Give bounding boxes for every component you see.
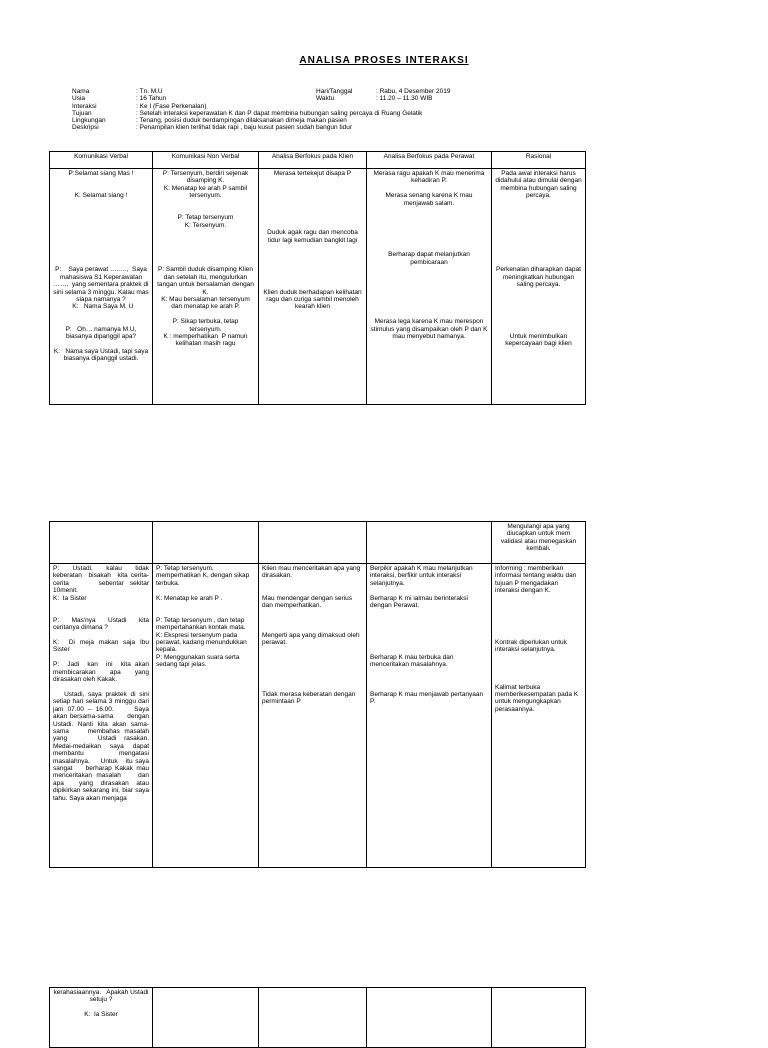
- meta-key: Tujuan: [72, 109, 92, 117]
- table-row: [50, 522, 586, 564]
- table-header-row: [50, 152, 586, 169]
- cell-analisa-perawat: Merasa ragu apakah K mau menerima kehadiran P. Merasa senang karena K mau menjawab salam. Berharap dapat melanjutkan pembicaraan Merasa lega karena K mau merespon stimulus yang disampaikan oleh P dan K mau menyebut namanya.: [367, 169, 492, 405]
- meta-value: : Tn. M.U: [136, 88, 163, 95]
- cell-rasional: [492, 988, 586, 1048]
- cell-verbal: kerahasiaannya. Apakah Ustadi setuju ? K: Ia Sister: [50, 988, 153, 1048]
- meta-row-hari: [316, 88, 450, 95]
- meta-value: : 16 Tahun: [136, 95, 167, 103]
- meta-row-waktu: [316, 95, 450, 102]
- meta-row-deskripsi: [72, 124, 422, 131]
- meta-row-tujuan: [72, 110, 422, 117]
- table-row: [50, 988, 586, 1048]
- cell-analisa-klien: [259, 988, 367, 1048]
- cell-empty: [367, 522, 492, 564]
- cell-empty: [50, 522, 153, 564]
- cell-empty: [153, 522, 259, 564]
- cell-analisa-perawat: Berpikir apakah K mau melanjutkan interaksi, berfikir untuk interaksi selanjutnya. Berharap K mi ialmau berinteraksi dengan Perawat. Berharap K mau terbuka dan menceritakan masalahnya. Berharap K mau menjawab pertanyaan P.: [367, 564, 492, 868]
- meta-key: Hari/Tanggal: [316, 88, 353, 95]
- meta-value: : Tenang, posisi duduk berdampingan dilaksanakan dimeja makan pasien: [136, 117, 347, 125]
- cell-non-verbal: [153, 988, 259, 1048]
- table-row: [50, 564, 586, 868]
- cell-rasional: Informing : memberikan informasi tentang waktu dan tujuan P mengadakan interaksi dengan K. Kontrak diperlukan untuk interaksi selanjutnya. Kalimat terbuka memberikesempatan pada K untuk mengungkapkan perasaannya.: [492, 564, 586, 868]
- meta-row-interaksi: [72, 103, 422, 110]
- cell-rasional: Pada awal interaksi harus didahului atau dimulai dengan membina hubungan saling percaya. Perkenalan diharapkan dapat meningkatkan hubungan saling percaya. Untuk menimbulkan kepercayaan bagi klien: [492, 169, 586, 405]
- meta-key: Usia: [72, 95, 86, 103]
- header-analisa-perawat: Analisa Berfokus pada Perawat: [367, 152, 492, 169]
- meta-row-lingkungan: [72, 117, 422, 124]
- meta-value: : 11.20 – 11.30 WIB: [376, 95, 433, 103]
- meta-key: Nama: [72, 88, 90, 95]
- meta-value: : Ke I (Fase Perkenalan): [136, 102, 207, 110]
- interaction-table-1: [49, 151, 586, 405]
- meta-key: Lingkungan: [72, 117, 106, 125]
- cell-empty: [259, 522, 367, 564]
- header-komunikasi-non-verbal: Komunikasi Non Verbal: [153, 152, 259, 169]
- table-row: [50, 169, 586, 405]
- document-title: ANALISA PROSES INTERAKSI: [299, 55, 469, 66]
- cell-rasional: Mengulangi apa yang diucapkan untuk mem validasi atau menegaskan kembali.: [492, 522, 586, 564]
- header-analisa-klien: Analisa Berfokus pada Klien: [259, 152, 367, 169]
- cell-analisa-klien: Merasa tertekejut disapa P Duduk agak ragu dan mencoba tidur lagi kemudian bangkit lagi Klien duduk berhadapan kelihatan ragu dan curiga sambil menoleh kearah klien: [259, 169, 367, 405]
- cell-verbal: P: Ustadi, kalau tidak keberatan bisakah kita cerita-cerita sebentar sekitar 10menit. K: Ia Sister P: Mas'nya Ustadi kita ceritanya dimana ? K: Di meja makan saja Ibu Sister P: Jadi kan ini kita akan membicarakan apa yang dirasakan oleh Kakak. Ustadi, saya praktek di sini setiap hari selama 3 minggu dari jam 07.00 – 16.00. Saya akan bersama-sama dengan Ustadi. Nanti kita akan sama-sama membahas masalah yang Ustadi rasakan. Medai-medaikan saya dapat membantu mengatasi masalahnya, Untuk itu saya sangat berharap Kakak mau menceritakan masalah dan apa yang dirasakan atau dipikirkan sekarang ini, biar saya tahu. Saya akan menjaga: [50, 564, 153, 868]
- cell-non-verbal: P: Tetap tersenyum, memperhatikan K, dengan sikap terbuka. K: Menatap ke arah P . P: Tetap tersenyum , dan tetap mempertahankan kontak mata. K: Ekspresi tersenyum pada perawat, kadang menundukkan kepala. P: Menggunakan suara serta sedang tapi jelas.: [153, 564, 259, 868]
- header-komunikasi-verbal: Komunikasi Verbal: [50, 152, 153, 169]
- meta-value: : Rabu, 4 Desember 2019: [376, 88, 451, 95]
- meta-value: : Penampilan klien terlihat tidak rapi , baju kusut pasien sudah bangun tidur: [136, 124, 353, 132]
- meta-key: Interaksi: [72, 102, 97, 110]
- meta-key: Deskripsi: [72, 124, 99, 132]
- meta-right: [316, 88, 450, 103]
- interaction-table-2: [49, 521, 586, 868]
- meta-key: Waktu: [316, 95, 335, 103]
- interaction-table-3: [49, 987, 586, 1048]
- cell-verbal: P:Selamat siang Mas ! K: Selamat siang ! P: Saya perawat …….., Saya mahasiswa S1 Keperawatan ……, yang sementara praktek di sini selama 3 minggu. Kalau mas siapa namanya ? K: Nama Saya M. U P: Oh… namanya M.U, biasanya dipanggil apa? K: Nama saya Ustadi, tapi saya biasanya dipanggil ustadi.: [50, 169, 153, 405]
- cell-non-verbal: P: Tersenyum, berdiri sejenak disamping K. K: Menatap ke arah P sambil tersenyum. P: Tetap tersenyum K: Tersenyum. P: Sambil duduk disamping Klien dan setelah itu, mengulurkan tangan untuk bersalaman dengan K. K: Mau bersalaman tersenyum dan menatap ke arah P. P: Sikap terbuka, tetap tersenyum. K : memperhatikan P namun kelihatan masih ragu: [153, 169, 259, 405]
- meta-value: : Setelah interaksi keperawatan K dan P dapat membina hubungan saling percaya di Ruang Gelatik: [136, 109, 423, 117]
- cell-analisa-klien: Klien mau menceritakan apa yang dirasakan. Mau mendengar dengan serius dan memperhatikan. Mengerti apa yang dimaksud oleh perawat. Tidak merasa keberatan dengan permintaan P: [259, 564, 367, 868]
- header-rasional: Rasional: [492, 152, 586, 169]
- cell-analisa-perawat: [367, 988, 492, 1048]
